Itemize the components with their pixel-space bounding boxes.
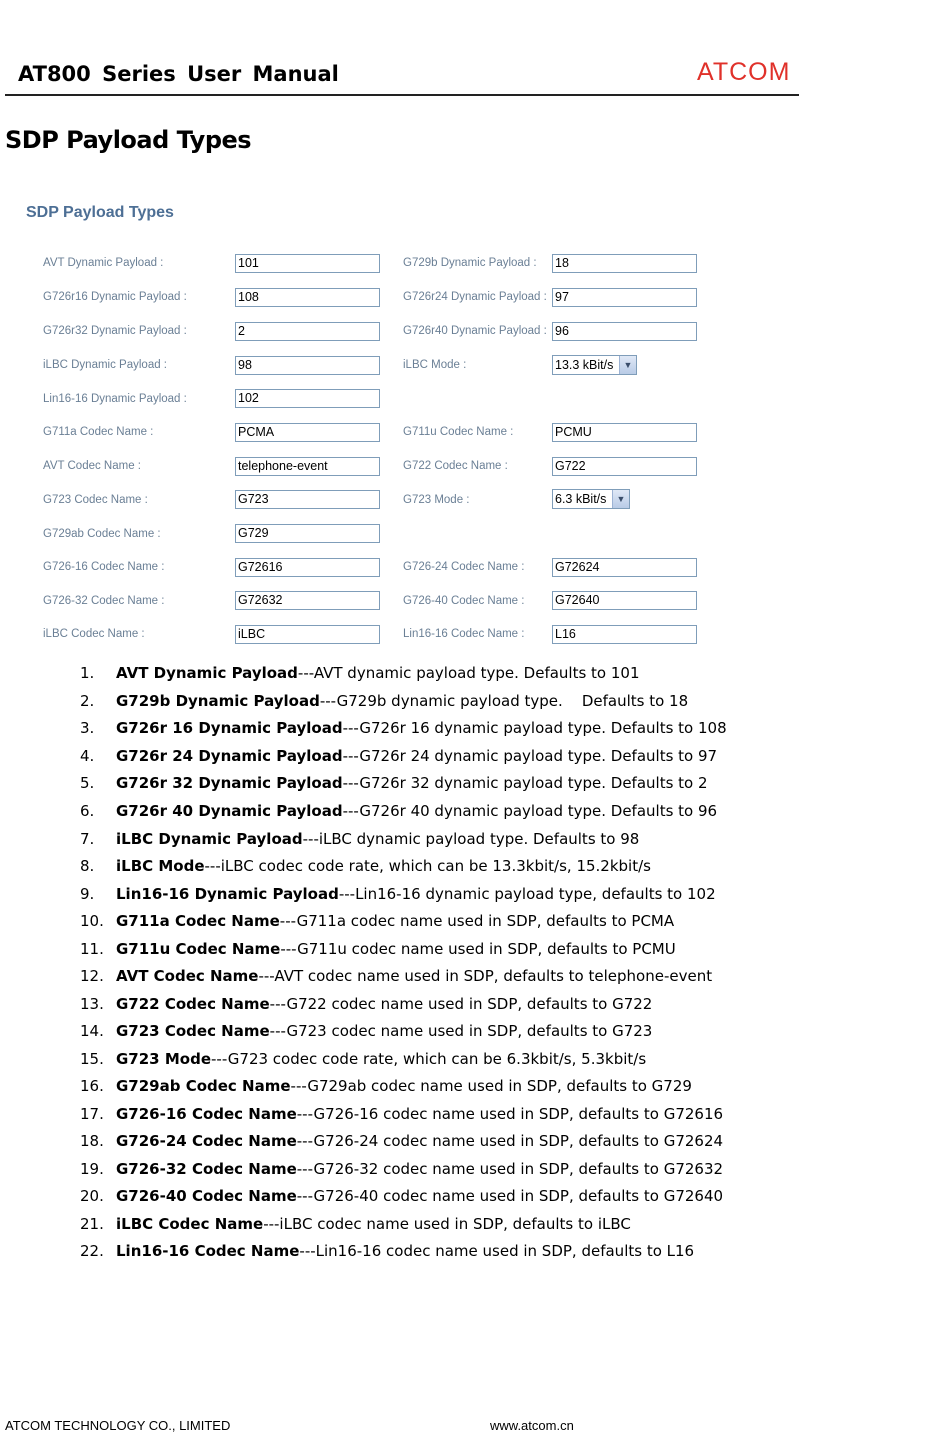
list-term: iLBC Codec Name (116, 1215, 264, 1233)
list-desc: ---G729ab codec name used in SDP, defaults to G729 (290, 1077, 692, 1095)
list-item (0, 912, 800, 938)
list-number: 22. (80, 1242, 104, 1260)
ilbc-dynamic-payload-input[interactable]: 98 (235, 356, 380, 375)
g723-mode-value: 6.3 kBit/s (555, 492, 607, 506)
g723-codec-name-label: G723 Codec Name : (43, 494, 148, 506)
list-desc: ---G726r 16 dynamic payload type. Defaults to 108 (342, 719, 727, 737)
list-number: 16. (80, 1077, 104, 1095)
footer-company: ATCOM TECHNOLOGY CO., LIMITED (5, 1418, 231, 1433)
list-item (0, 1187, 800, 1213)
list-item (0, 1077, 800, 1103)
list-item (0, 692, 800, 718)
g726r40-dynamic-payload-label: G726r40 Dynamic Payload : (403, 325, 547, 337)
list-desc: ---AVT dynamic payload type. Defaults to 101 (297, 664, 640, 682)
chevron-down-icon[interactable]: ▼ (612, 490, 629, 508)
g726r32-dynamic-payload-label: G726r32 Dynamic Payload : (43, 325, 187, 337)
list-desc: ---Lin16-16 codec name used in SDP, defaults to L16 (299, 1242, 695, 1260)
ilbc-codec-name-input[interactable]: iLBC (235, 625, 380, 644)
g726-16-codec-name-label: G726-16 Codec Name : (43, 561, 165, 573)
list-desc: ---G723 codec name used in SDP, defaults to G723 (269, 1022, 653, 1040)
list-number: 15. (80, 1050, 104, 1068)
list-term: G722 Codec Name (116, 995, 270, 1013)
list-term: G726r 32 Dynamic Payload (116, 774, 343, 792)
list-number: 5. (80, 774, 95, 792)
list-desc: ---G726r 24 dynamic payload type. Defaults to 97 (342, 747, 718, 765)
list-item (0, 802, 800, 828)
list-desc: ---G726r 32 dynamic payload type. Defaults to 2 (342, 774, 708, 792)
list-term: G726r 40 Dynamic Payload (116, 802, 343, 820)
g723-mode-select[interactable] (552, 489, 630, 509)
lin16-dynamic-payload-label: Lin16-16 Dynamic Payload : (43, 393, 187, 405)
list-number: 9. (80, 885, 95, 903)
list-desc: ---iLBC codec name used in SDP, defaults to iLBC (263, 1215, 631, 1233)
list-item (0, 719, 800, 745)
list-term: AVT Codec Name (116, 967, 259, 985)
list-term: Lin16-16 Dynamic Payload (116, 885, 339, 903)
list-number: 19. (80, 1160, 104, 1178)
ilbc-codec-name-label: iLBC Codec Name : (43, 628, 145, 640)
list-item (0, 1132, 800, 1158)
avt-codec-name-label: AVT Codec Name : (43, 460, 142, 472)
list-item (0, 1105, 800, 1131)
list-item (0, 1022, 800, 1048)
list-desc: ---iLBC codec code rate, which can be 13.3kbit/s, 15.2kbit/s (204, 857, 651, 875)
g726-16-codec-name-input[interactable]: G72616 (235, 558, 380, 577)
list-number: 11. (80, 940, 104, 958)
list-number: 12. (80, 967, 104, 985)
list-item (0, 664, 800, 690)
list-item (0, 857, 800, 883)
list-desc: ---G726-40 codec name used in SDP, defaults to G72640 (296, 1187, 724, 1205)
list-desc: ---G729b dynamic payload type. Defaults to 18 (319, 692, 689, 710)
list-term: G726r 16 Dynamic Payload (116, 719, 343, 737)
g726-24-codec-name-input[interactable]: G72624 (552, 558, 697, 577)
g726-40-codec-name-label: G726-40 Codec Name : (403, 595, 525, 607)
g729b-dynamic-payload-input[interactable]: 18 (552, 254, 697, 273)
list-desc: ---G726-24 codec name used in SDP, defaults to G72624 (296, 1132, 724, 1150)
list-term: G729ab Codec Name (116, 1077, 291, 1095)
list-term: G726-32 Codec Name (116, 1160, 297, 1178)
list-desc: ---G726r 40 dynamic payload type. Defaults to 96 (342, 802, 718, 820)
ilbc-mode-value: 13.3 kBit/s (555, 358, 614, 372)
list-number: 13. (80, 995, 104, 1013)
list-item (0, 830, 800, 856)
list-term: Lin16-16 Codec Name (116, 1242, 300, 1260)
list-number: 18. (80, 1132, 104, 1150)
g711u-codec-name-input[interactable]: PCMU (552, 423, 697, 442)
list-term: G729b Dynamic Payload (116, 692, 320, 710)
list-number: 7. (80, 830, 95, 848)
list-term: iLBC Mode (116, 857, 205, 875)
list-term: G726-40 Codec Name (116, 1187, 297, 1205)
list-number: 20. (80, 1187, 104, 1205)
list-number: 10. (80, 912, 104, 930)
list-desc: ---G726-32 codec name used in SDP, defaults to G72632 (296, 1160, 724, 1178)
list-term: G726-16 Codec Name (116, 1105, 297, 1123)
list-number: 1. (80, 664, 95, 682)
list-term: iLBC Dynamic Payload (116, 830, 303, 848)
chevron-down-icon[interactable]: ▼ (619, 356, 636, 374)
list-number: 4. (80, 747, 95, 765)
list-item (0, 1242, 800, 1268)
list-term: G726-24 Codec Name (116, 1132, 297, 1150)
list-term: G711u Codec Name (116, 940, 281, 958)
g723-mode-label: G723 Mode : (403, 494, 470, 506)
g726-40-codec-name-input[interactable]: G72640 (552, 591, 697, 610)
g726r24-dynamic-payload-input[interactable]: 97 (552, 288, 697, 307)
g726r16-dynamic-payload-label: G726r16 Dynamic Payload : (43, 291, 187, 303)
header-divider (5, 94, 799, 96)
g726r24-dynamic-payload-label: G726r24 Dynamic Payload : (403, 291, 547, 303)
list-item (0, 940, 800, 966)
manual-title: AT800 Series User Manual (18, 62, 339, 86)
list-desc: ---G726-16 codec name used in SDP, defaults to G72616 (296, 1105, 724, 1123)
ilbc-dynamic-payload-label: iLBC Dynamic Payload : (43, 359, 167, 371)
list-item (0, 774, 800, 800)
avt-dynamic-payload-label: AVT Dynamic Payload : (43, 257, 164, 269)
list-desc: ---iLBC dynamic payload type. Defaults to 98 (302, 830, 640, 848)
list-desc: ---Lin16-16 dynamic payload type, defaults to 102 (338, 885, 716, 903)
g711u-codec-name-label: G711u Codec Name : (403, 426, 514, 438)
list-number: 14. (80, 1022, 104, 1040)
list-item (0, 995, 800, 1021)
ilbc-mode-select[interactable] (552, 355, 637, 375)
list-number: 3. (80, 719, 95, 737)
g711a-codec-name-input[interactable]: PCMA (235, 423, 380, 442)
g723-codec-name-input[interactable]: G723 (235, 490, 380, 509)
g729ab-codec-name-label: G729ab Codec Name : (43, 528, 161, 540)
footer-url: www.atcom.cn (490, 1418, 574, 1433)
g726r32-dynamic-payload-input[interactable]: 2 (235, 322, 380, 341)
list-number: 17. (80, 1105, 104, 1123)
list-desc: ---G723 codec code rate, which can be 6.3kbit/s, 5.3kbit/s (211, 1050, 647, 1068)
lin16-dynamic-payload-input[interactable]: 102 (235, 389, 380, 408)
list-item (0, 885, 800, 911)
list-desc: ---AVT codec name used in SDP, defaults to telephone-event (258, 967, 713, 985)
g729ab-codec-name-input[interactable]: G729 (235, 524, 380, 543)
list-item (0, 1160, 800, 1186)
lin16-codec-name-input[interactable]: L16 (552, 625, 697, 644)
list-number: 8. (80, 857, 95, 875)
g726-32-codec-name-label: G726-32 Codec Name : (43, 595, 165, 607)
g722-codec-name-label: G722 Codec Name : (403, 460, 508, 472)
list-term: G723 Codec Name (116, 1022, 270, 1040)
list-term: G723 Mode (116, 1050, 211, 1068)
g726r40-dynamic-payload-input[interactable]: 96 (552, 322, 697, 341)
g726-24-codec-name-label: G726-24 Codec Name : (403, 561, 525, 573)
section-title: SDP Payload Types (5, 126, 252, 154)
list-term: G711a Codec Name (116, 912, 280, 930)
list-desc: ---G722 codec name used in SDP, defaults to G722 (269, 995, 653, 1013)
avt-codec-name-input[interactable]: telephone-event (235, 457, 380, 476)
ilbc-mode-label: iLBC Mode : (403, 359, 467, 371)
avt-dynamic-payload-input[interactable]: 101 (235, 254, 380, 273)
list-number: 21. (80, 1215, 104, 1233)
list-item (0, 967, 800, 993)
g726-32-codec-name-input[interactable]: G72632 (235, 591, 380, 610)
list-desc: ---G711u codec name used in SDP, defaults to PCMU (280, 940, 676, 958)
atcom-logo: ATCOM (697, 58, 791, 86)
list-term: G726r 24 Dynamic Payload (116, 747, 343, 765)
g729b-dynamic-payload-label: G729b Dynamic Payload : (403, 257, 537, 269)
list-number: 6. (80, 802, 95, 820)
list-desc: ---G711a codec name used in SDP, defaults to PCMA (279, 912, 675, 930)
g726r16-dynamic-payload-input[interactable]: 108 (235, 288, 380, 307)
lin16-codec-name-label: Lin16-16 Codec Name : (403, 628, 525, 640)
list-item (0, 747, 800, 773)
panel-title: SDP Payload Types (26, 204, 174, 221)
g711a-codec-name-label: G711a Codec Name : (43, 426, 154, 438)
list-item (0, 1215, 800, 1241)
g722-codec-name-input[interactable]: G722 (552, 457, 697, 476)
list-number: 2. (80, 692, 95, 710)
list-item (0, 1050, 800, 1076)
list-term: AVT Dynamic Payload (116, 664, 298, 682)
